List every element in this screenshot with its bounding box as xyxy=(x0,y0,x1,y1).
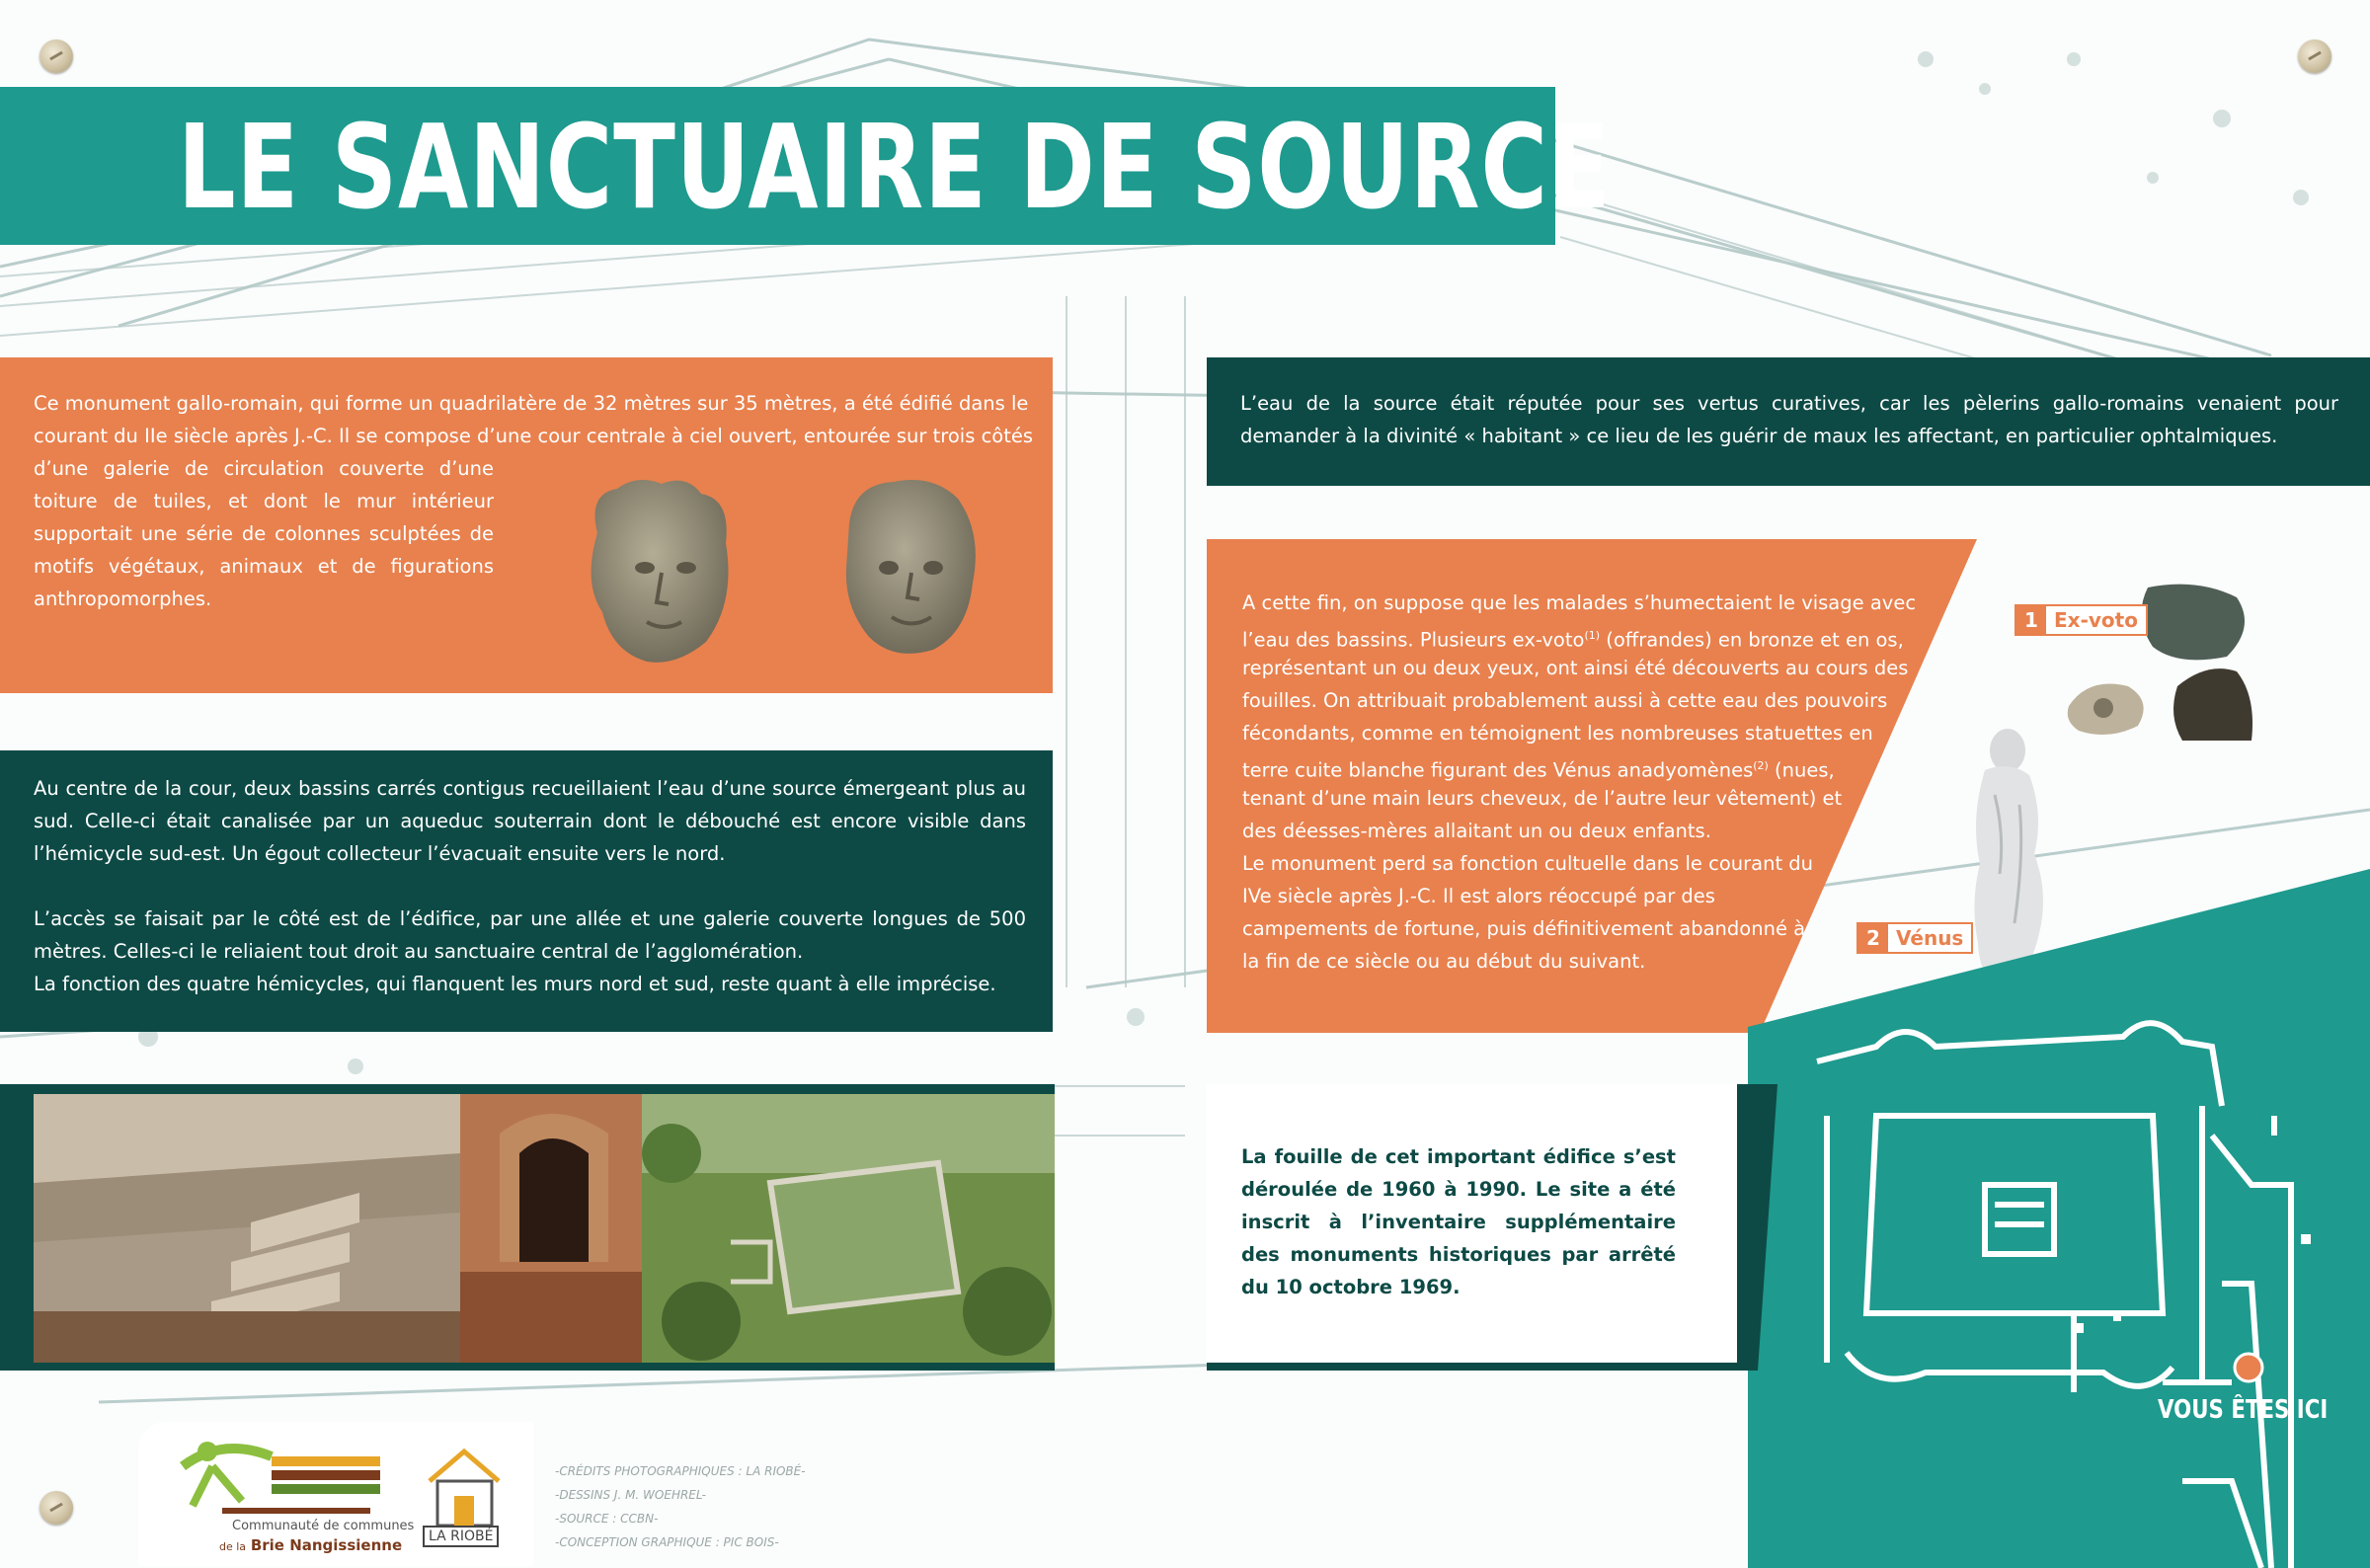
exvoto-line-2-a: l’eau des bassins. Plusieurs ex-voto xyxy=(1242,628,1585,652)
you-are-here-label: VOUS ÊTES ICI xyxy=(2158,1395,2329,1425)
exvoto-line-1: A cette fin, on suppose que les malades s’humectaient le visage avec xyxy=(1242,591,1917,614)
ccbn-logo-line1: Communauté de communes xyxy=(232,1519,415,1533)
footnote-2: (2) xyxy=(1753,759,1769,772)
exvoto-line-11: campements de fortune, puis définitivement abandonné à xyxy=(1242,917,1806,940)
venus-label-number: 2 xyxy=(1858,924,1888,952)
intro-line-2: courant du IIe siècle après J.-C. Il se compose d’une cour centrale à ciel ouvert, entourée sur trois côtés xyxy=(34,425,1034,447)
riobe-logo-text: LA RIOBÉ xyxy=(423,1526,499,1547)
ccbn-logo-icon xyxy=(163,1427,390,1516)
exvoto-label-number: 1 xyxy=(2016,606,2046,634)
credits xyxy=(555,1459,806,1554)
exvoto-line-9: Le monument perd sa fonction cultuelle dans le courant du xyxy=(1242,852,1814,875)
basins-paragraph-2: L’accès se faisait par le côté est de l’édifice, par une allée et une galerie couverte longues de 500 mètres. Celles-ci le reliaient tout droit au sanctuaire central de l’agglomération. xyxy=(34,907,1026,963)
exvoto-line-3: représentant un ou deux yeux, ont ainsi été découverts au cours des xyxy=(1242,657,1909,679)
exvoto-line-10: IVe siècle après J.-C. Il est alors réoccupé par des xyxy=(1242,885,1715,907)
venus-label-text: Vénus xyxy=(1896,926,1964,950)
intro-paragraph: d’une galerie de circulation couverte d’une toiture de tuiles, et dont le mur intérieur supportait une série de colonnes sculptées de motifs végétaux, animaux et de figurations anthropomorphes. xyxy=(34,457,494,610)
ccbn-logo-name: Brie Nangissienne xyxy=(250,1536,403,1554)
exvoto-line-4: fouilles. On attribuait probablement aussi à cette eau des pouvoirs xyxy=(1242,689,1888,712)
credit-source: -SOURCE : CCBN- xyxy=(555,1512,659,1526)
exvoto-line-5: fécondants, comme en témoignent les nombreuses statuettes en xyxy=(1242,722,1873,745)
credit-drawings: -DESSINS J. M. WOEHREL- xyxy=(555,1488,706,1502)
exvoto-line-7: tenant d’une main leurs cheveux, de l’autre leur vêtement) et xyxy=(1242,787,1843,810)
page-title: LE SANCTUAIRE DE SOURCE xyxy=(178,99,1612,235)
excavation-paragraph: La fouille de cet important édifice s’est déroulée de 1960 à 1990. Le site a été inscrit à l’inventaire supplémentaire des monuments historiques par arrêté du 10 octobre 1969. xyxy=(1241,1145,1676,1298)
credit-design: -CONCEPTION GRAPHIQUE : PIC BOIS- xyxy=(555,1535,779,1549)
intro-line-1: Ce monument gallo-romain, qui forme un quadrilatère de 32 mètres sur 35 mètres, a été édifié dans le xyxy=(34,392,1029,415)
exvoto-label-text: Ex-voto xyxy=(2054,608,2138,632)
exvoto-line-12: la fin de ce siècle ou au début du suivant. xyxy=(1242,950,1646,973)
spring-paragraph: L’eau de la source était réputée pour ses vertus curatives, car les pèlerins gallo-romains venaient pour demander à la divinité « habitant » ce lieu de les guérir de maux les affectant, en particulier ophtalmiques. xyxy=(1240,392,2338,447)
exvoto-line-8: des déesses-mères allaitant un ou deux enfants. xyxy=(1242,820,1711,842)
basins-paragraph-3: La fonction des quatre hémicycles, qui flanquent les murs nord et sud, reste quant à elle imprécise. xyxy=(34,973,996,995)
ccbn-logo-prefix: de la xyxy=(219,1540,247,1553)
exvoto-line-6-a: terre cuite blanche figurant des Vénus anadyomènes xyxy=(1242,758,1754,782)
exvoto-line-2-b: (offrandes) en bronze et en os, xyxy=(1600,628,1904,652)
exvoto-line-6-b: (nues, xyxy=(1768,758,1835,782)
basins-paragraph-1: Au centre de la cour, deux bassins carrés contigus recueillaient l’eau d’une source émergeant plus au sud. Celle-ci était canalisée par un aqueduc souterrain dont le débouché est encore visible dans l’hémicycle sud-est. Un égout collecteur l’évacuait ensuite vers le nord. xyxy=(34,777,1026,865)
footnote-1: (1) xyxy=(1584,629,1601,642)
ccbn-logo-line2 xyxy=(219,1536,402,1554)
credit-photos: -CRÉDITS PHOTOGRAPHIQUES : LA RIOBÉ- xyxy=(555,1464,806,1478)
